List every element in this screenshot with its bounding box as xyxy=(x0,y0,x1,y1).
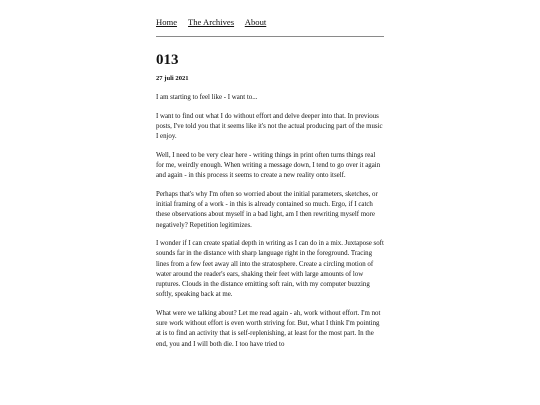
nav-archives-link[interactable]: The Archives xyxy=(188,17,235,27)
nav-about-link[interactable]: About xyxy=(244,17,267,27)
post-date: 27 juli 2021 xyxy=(156,75,189,82)
nav-home-link[interactable]: Home xyxy=(156,17,178,27)
post-paragraph: Well, I need to be very clear here - writing things in print often turns things real for me, weirdly enough. When writing a message down, I tend to go over it again and again - in this process it seems to create a new reality onto itself. xyxy=(156,151,381,180)
post-paragraph: Perhaps that's why I'm often so worried about the initial parameters, sketches, or initial framing of a work - in this is already contained so much. Ergo, if I catch these observations about myself in a bad light, am I then rewriting myself more negatively? Repetition legitimizes. xyxy=(156,190,378,229)
post-article xyxy=(156,52,384,350)
post-paragraph: I want to find out what I do without effort and delve deeper into that. In previous posts, I've told you that it seems like it's not the actual producing part of the music I enjoy. xyxy=(156,112,383,141)
post-paragraph: I am starting to feel like - I want to... xyxy=(156,94,258,101)
site-nav xyxy=(156,17,384,28)
header-divider xyxy=(156,36,384,37)
post-body xyxy=(156,93,384,350)
post-paragraph: What were we talking about? Let me read again - ah, work without effort. I'm not sure work without effort is even worth striving for. But, what I think I'm pointing at is to find an activity that is self-replenishing, at least for the most part. In the end, you and I will both die. I too have tried to xyxy=(156,309,381,348)
post-paragraph: I wonder if I can create spatial depth in writing as I can do in a mix. Juxtapose soft sounds far in the distance with sharp language right in the foreground. Tracing lines from a few feet away all into the stratosphere. Create a circling motion of water around the reader's ears, shaking their feet with large amounts of low ruptures. Clouds in the distance emitting soft rain, with my computer buzzing softly, speaking back at me. xyxy=(156,240,384,299)
post-title: 013 xyxy=(156,52,179,68)
page-column xyxy=(156,0,384,358)
